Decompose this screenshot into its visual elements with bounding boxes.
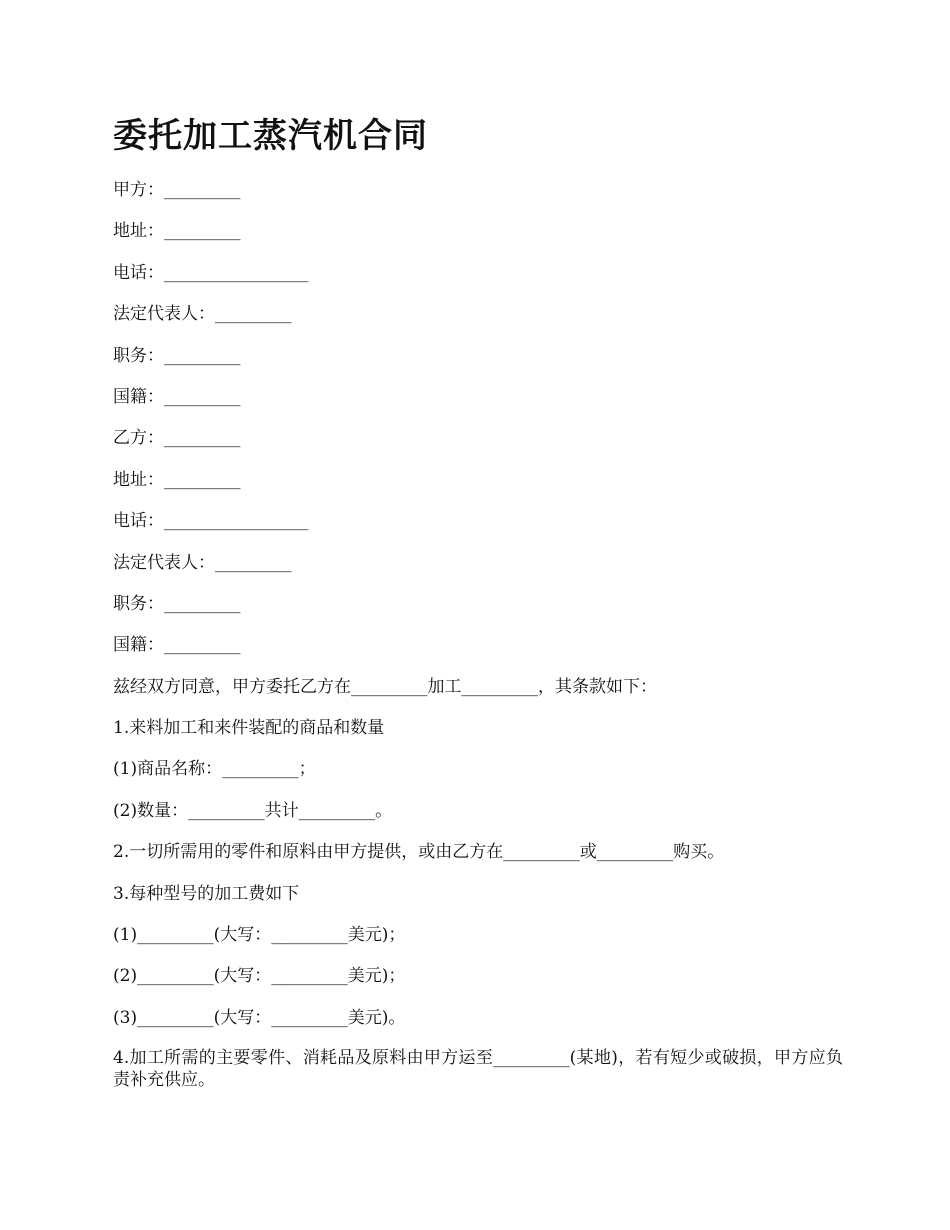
party-a-name: 甲方：_________: [113, 180, 241, 200]
clause-3-item-3: (3)_________(大写：_________美元)。: [113, 1007, 406, 1028]
party-b-name: 乙方：_________: [113, 428, 241, 449]
agreement-intro: 兹经双方同意，甲方委托乙方在_________加工_________，其条款如下：: [113, 676, 657, 697]
clause-1-item-1: (1)商品名称：_________；: [113, 759, 316, 780]
party-a-address: 地址：_________: [113, 221, 241, 242]
party-b-phone: 电话：_________________: [113, 511, 309, 532]
clause-3-item-1: (1)_________(大写：_________美元)；: [113, 925, 406, 946]
party-a-legal-rep: 法定代表人：_________: [113, 304, 292, 325]
clause-3-heading: 3.每种型号的加工费如下: [113, 883, 300, 904]
clause-2: 2.一切所需用的零件和原料由甲方提供，或由乙方在_________或_________购买。: [113, 842, 725, 863]
document-page: [113, 112, 843, 1091]
clause-1-item-2: (2)数量：_________共计_________。: [113, 800, 393, 821]
party-a-phone: 电话：_________________: [113, 262, 309, 283]
party-b-address: 地址：_________: [113, 469, 241, 490]
party-b-legal-rep: 法定代表人：_________: [113, 552, 292, 573]
document-title: 委托加工蒸汽机合同: [113, 116, 428, 156]
party-b-position: 职务：_________: [113, 593, 241, 614]
party-b-nationality: 国籍：_________: [113, 635, 241, 656]
party-a-position: 职务：_________: [113, 345, 241, 366]
clause-4: 4.加工所需的主要零件、消耗品及原料由甲方运至_________(某地)，若有短少或破损，甲方应负责补充供应。: [113, 1048, 843, 1091]
party-a-nationality: 国籍：_________: [113, 386, 241, 407]
clause-1-heading: 1.来料加工和来件装配的商品和数量: [113, 718, 385, 739]
clause-3-item-2: (2)_________(大写：_________美元)；: [113, 966, 406, 987]
